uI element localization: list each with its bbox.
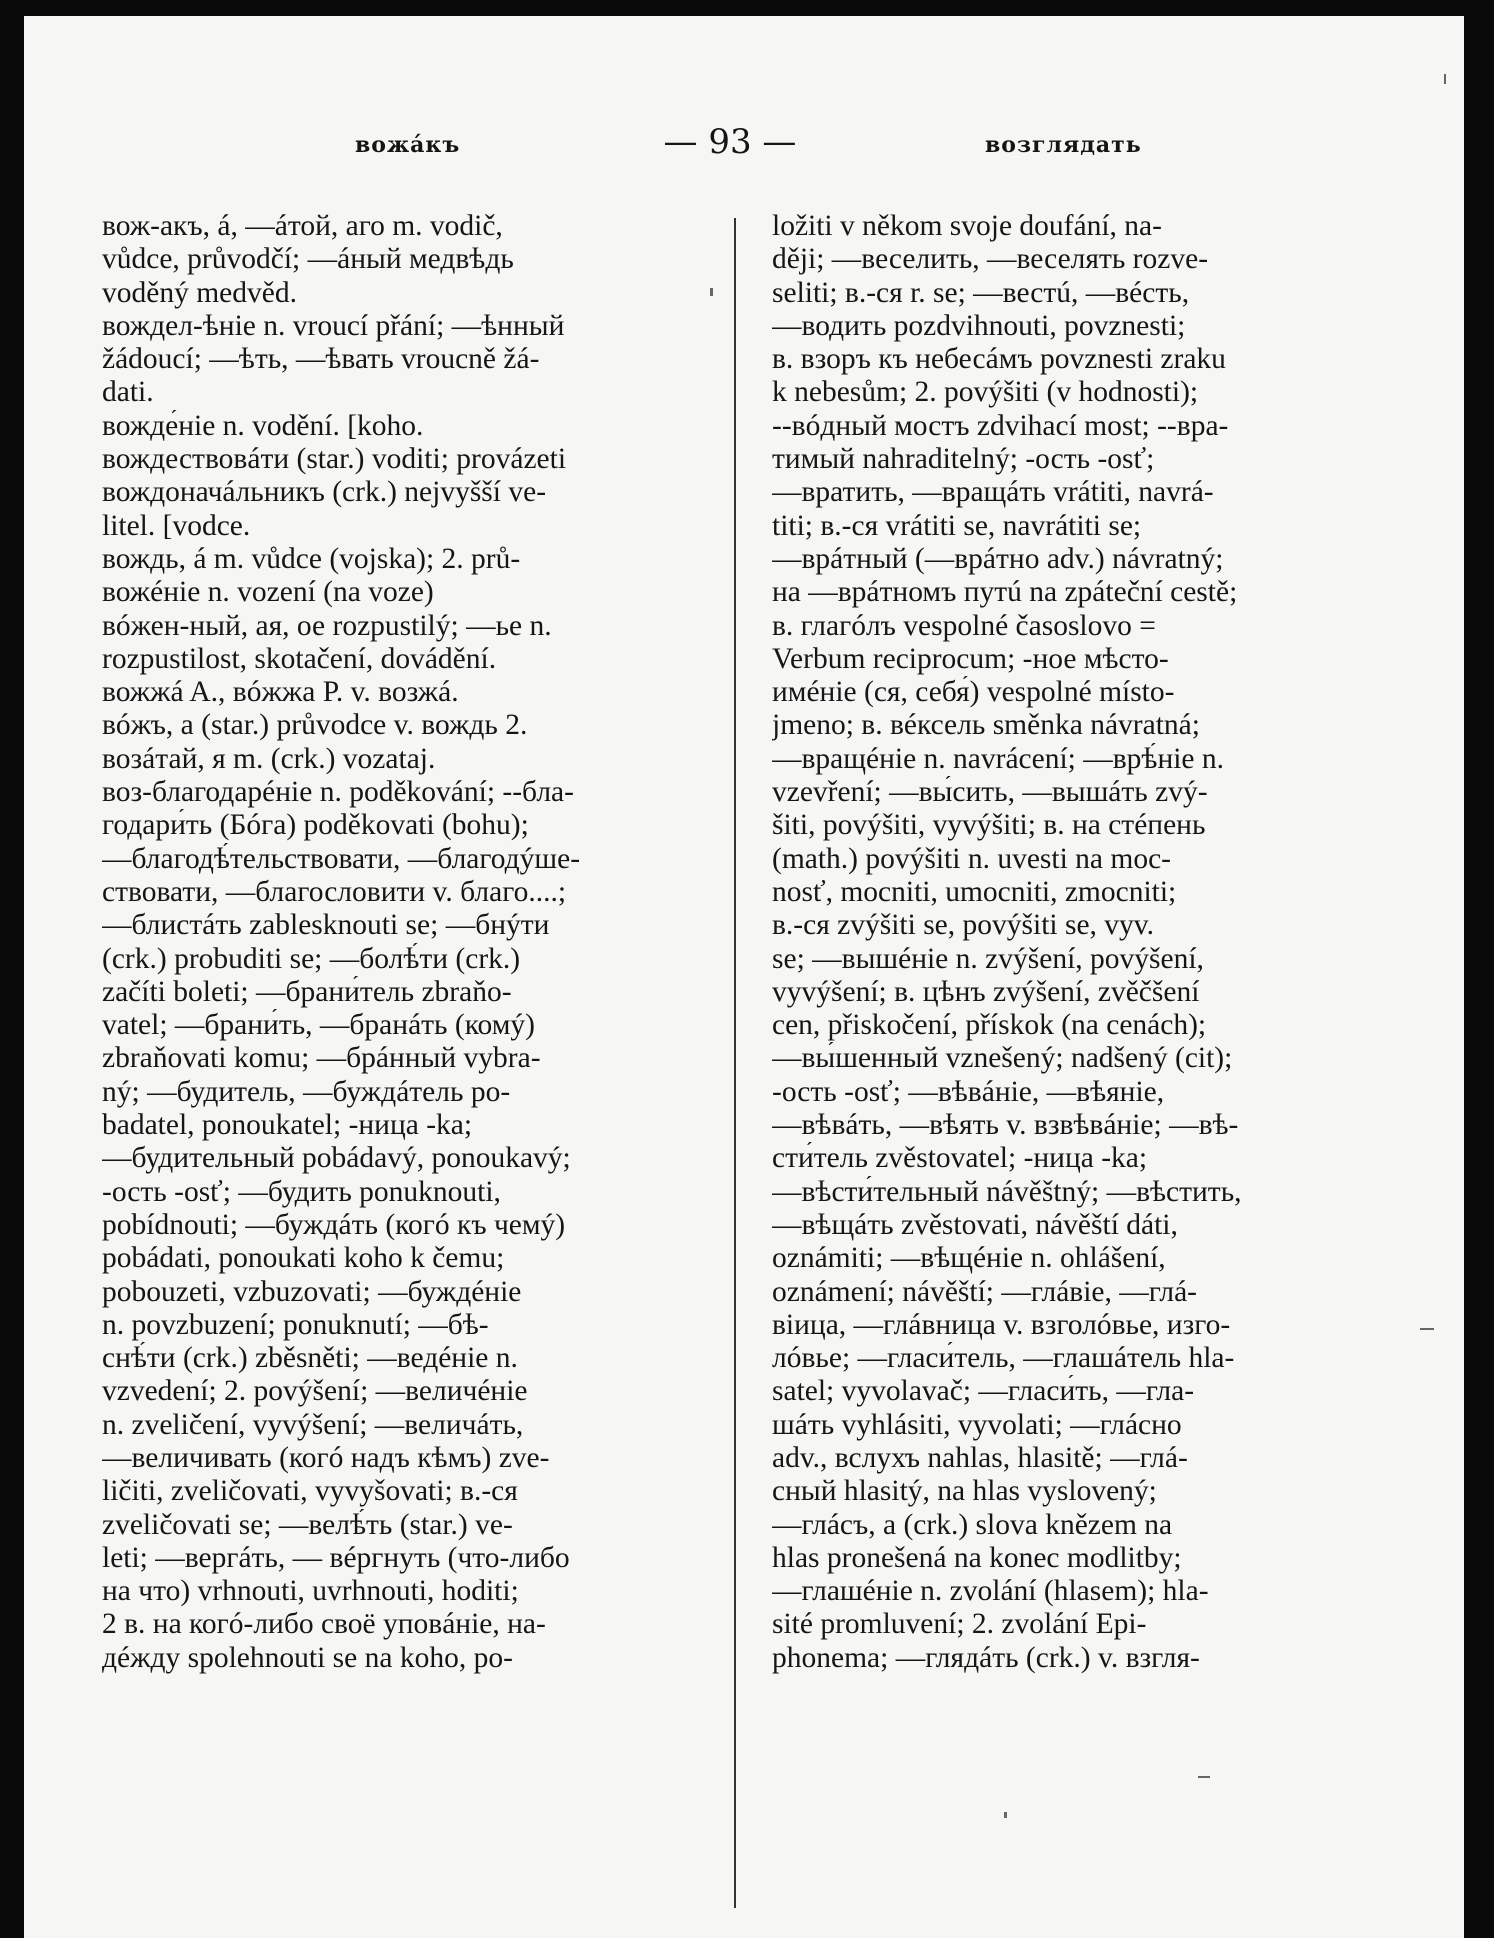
header-right-word: возглядать — [985, 132, 1142, 158]
entry-line: в. глагóлъ vespolné časoslovo = — [772, 609, 1156, 642]
entry-line: Verbum reciprocum; -ное мѣсто- — [772, 642, 1169, 675]
entry-line: —глашéніе n. zvolání (hlasem); hla- — [772, 1575, 1209, 1608]
entry-line: (crk.) probuditi se; —болѣ́ти (crk.) — [102, 942, 521, 975]
entry-line: вождествовáти (star.) voditi; provázeti — [102, 443, 567, 476]
entry-line: ložiti v někom svoje doufání, na- — [772, 210, 1162, 242]
entry-line: шáть vyhlásiti, vyvolati; —глáсно — [772, 1408, 1182, 1441]
scan-speck — [1420, 1328, 1434, 1330]
entry-line: в.-ся zvýšiti se, povýšiti se, vyv. — [772, 909, 1155, 942]
entry-line: pobídnouti; —буждáть (когó къ чемý) — [102, 1208, 566, 1241]
entry-line: (math.) povýšiti n. uvesti na moc- — [772, 842, 1171, 875]
entry-line: sité promluvení; 2. zvolání Epi- — [772, 1608, 1147, 1641]
page-number: — 93 — — [663, 122, 797, 162]
entry-line: дéжду spolehnouti se na koho, po- — [102, 1641, 513, 1674]
entry-line: cen, přiskočení, přískok (na cenách); — [772, 1009, 1207, 1042]
entry-line: —водить pozdvihnouti, povznesti; — [772, 309, 1186, 342]
scan-speck — [1004, 1812, 1007, 1818]
entry-line: seliti; в.-ся r. se; —вестú, —вéсть, — [772, 276, 1190, 309]
entry-line: имéніе (ся, себя́) vespolné místo- — [772, 676, 1175, 709]
entry-line: žádoucí; —ѣть, —ѣвать vroucně žá- — [102, 343, 540, 376]
entry-line: vzevření; —вы́сить, —вышáть zvý- — [772, 776, 1208, 809]
entry-line: satel; vyvolavač; —гласи́ть, —гла- — [772, 1375, 1195, 1408]
scan-border-right — [1464, 0, 1494, 1938]
entry-line: vyvýšení; в. цѣнъ zvýšení, zvěčšení — [772, 975, 1200, 1008]
entry-line: --вóдный мостъ zdvihací most; --вра- — [772, 409, 1229, 442]
entry-line: -ость -osť; —вѣвáніе, —вѣяніе, — [772, 1075, 1165, 1108]
entry-line: в. взоръ къ небесáмъ povznesti zraku — [772, 343, 1226, 376]
entry-line: pobouzeti, vzbuzovati; —буждéніе — [102, 1275, 522, 1308]
entry-line: k nebesům; 2. povýšiti (v hodnosti); — [772, 376, 1199, 409]
entry-line: на —врáтномъ путú na zpáteční cestě; — [772, 576, 1238, 609]
entry-line: вожде́ніе n. vodění. [koho. — [102, 409, 424, 442]
entry-line: n. povzbuzení; ponuknutí; —бѣ- — [102, 1308, 489, 1341]
entry-line: vatel; —брани́ть, —бранáть (комý) — [102, 1009, 535, 1042]
entry-line: сти́тель zvěstovatel; -ница -ka; — [772, 1142, 1148, 1175]
entry-line: adv., вслухъ nahlas, hlasitě; —глá- — [772, 1441, 1188, 1474]
entry-line: začíti boleti; —брани́тель zbraňo- — [102, 975, 512, 1008]
entry-line: hlas pronešená na konec modlitby; — [772, 1541, 1182, 1574]
entry-line: —вѣсти́тельный návěštný; —вѣстить, — [772, 1175, 1242, 1208]
left-column — [102, 210, 706, 1675]
entry-line: leti; —вергáть, — вéргнуть (что-либо — [102, 1541, 570, 1574]
entry-line: n. zveličení, vyvýšení; —величáть, — [102, 1408, 524, 1441]
entry-line: ději; —веселить, —веселять rozve- — [772, 243, 1209, 276]
entry-line: вóжен-ный, ая, ое rozpustilý; —ье n. — [102, 609, 552, 642]
entry-line: —будительный pobádavý, ponoukavý; — [102, 1142, 571, 1175]
entry-line: снѣ́ти (crk.) zběsněti; —ведéніе n. — [102, 1342, 518, 1375]
entry-line: годари́ть (Бóга) poděkovati (bohu); — [102, 809, 529, 842]
entry-line: —вѣщáть zvěstovati, návěští dáti, — [772, 1208, 1178, 1241]
entry-line: возáтай, я m. (crk.) vozataj. — [102, 742, 436, 775]
entry-line: —вращéніе n. navrácení; —врѣ́ніе n. — [772, 742, 1225, 775]
entry-line: 2 в. на когó-либо своё уповáніе, на- — [102, 1608, 546, 1641]
scan-speck — [1198, 1776, 1210, 1778]
entry-line: oznámiti; —вѣщéніе n. ohlášení, — [772, 1242, 1166, 1275]
entry-line: ствовати, —благословити v. благо....; — [102, 875, 567, 908]
entry-line: сный hlasitý, na hlas vyslovený; — [772, 1475, 1157, 1508]
entry-line: litel. [vodce. — [102, 509, 251, 542]
entry-line: titi; в.-ся vrátiti se, navrátiti se; — [772, 509, 1142, 542]
entry-line: вожéніе n. vození (na voze) — [102, 576, 434, 609]
entry-line: вож-акъ, á, —áтой, аго m. vodič, — [102, 210, 503, 242]
right-column — [772, 210, 1350, 1675]
entry-line: воз-благодарéніе n. poděkování; --бла- — [102, 776, 574, 809]
scan-border-top — [0, 0, 1494, 16]
entry-line: šiti, povýšiti, vyvýšiti; в. на стéпень — [772, 809, 1206, 842]
entry-line: вóжъ, а (star.) průvodce v. вождь 2. — [102, 709, 528, 742]
entry-line: вожжá A., вóжжа P. v. возжá. — [102, 676, 459, 709]
entry-line: -ость -osť; —будить ponuknouti, — [102, 1175, 501, 1208]
entry-line: вождоначáльникъ (crk.) nejvyšší ve- — [102, 476, 547, 509]
entry-line: вождь, á m. vůdce (vojska); 2. prů- — [102, 542, 521, 575]
entry-line: —вратить, —вращáть vrátiti, navrá- — [772, 476, 1214, 509]
entry-line: zbraňovati komu; —брáнный vybra- — [102, 1042, 541, 1075]
entry-line: —вы́шенный vznešený; nadšený (cit); — [772, 1042, 1233, 1075]
entry-line: тимый nahraditelný; -ость -osť; — [772, 443, 1155, 476]
entry-line: dati. — [102, 376, 154, 409]
entry-line: —вѣвáть, —вѣять v. взвѣвáніе; —вѣ- — [772, 1109, 1239, 1142]
entry-line: —блистáть zablesknouti se; —бнýти — [102, 909, 550, 942]
entry-line: —глáсъ, а (crk.) slova knězem na — [772, 1508, 1173, 1541]
entry-line: pobádati, ponoukati koho k čemu; — [102, 1242, 505, 1275]
entry-line: rozpustilost, skotačení, dovádění. — [102, 642, 497, 675]
entry-line: ličiti, zveličovati, vyvyšovati; в.-ся — [102, 1475, 518, 1508]
entry-line: лóвье; —гласи́тель, —глашáтель hla- — [772, 1342, 1235, 1375]
scan-speck — [710, 288, 713, 296]
entry-line: вождел-ѣніе n. vroucí přání; —ѣнный — [102, 309, 565, 342]
entry-line: віица, —глáвница v. взголóвье, изго- — [772, 1308, 1231, 1341]
scan-speck — [1444, 74, 1446, 84]
scan-border-left — [0, 0, 24, 1938]
entry-line: zveličovati se; —велѣ́ть (star.) ve- — [102, 1508, 513, 1541]
entry-line: —величивать (когó надъ кѣмъ) zve- — [102, 1441, 550, 1474]
entry-line: jmeno; в. вéксель směnka návratná; — [772, 709, 1200, 742]
entry-line: —врáтный (—врáтно adv.) návratný; — [772, 542, 1224, 575]
entry-line: voděný medvěd. — [102, 276, 297, 309]
entry-line: oznámení; návěští; —глáвіе, —глá- — [772, 1275, 1197, 1308]
entry-line: se; —вышéніе n. zvýšení, povýšení, — [772, 942, 1204, 975]
header-left-word: вожа́къ — [355, 132, 461, 158]
entry-line: —благодѣ́тельствовати, —благодýше- — [102, 842, 581, 875]
entry-line: vůdce, průvodčí; —áный медвѣдь — [102, 243, 514, 276]
entry-line: nosť, mocniti, umocniti, zmocniti; — [772, 875, 1177, 908]
entry-line: на что) vrhnouti, uvrhnouti, hoditi; — [102, 1575, 519, 1608]
entry-line: phonema; —глядáть (crk.) v. взгля- — [772, 1641, 1200, 1674]
column-divider — [734, 218, 736, 1908]
entry-line: badatel, ponoukatel; -ница -ka; — [102, 1109, 473, 1142]
entry-line: ný; —будитель, —буждáтель po- — [102, 1075, 511, 1108]
entry-line: vzvedení; 2. povýšení; —величéніе — [102, 1375, 528, 1408]
